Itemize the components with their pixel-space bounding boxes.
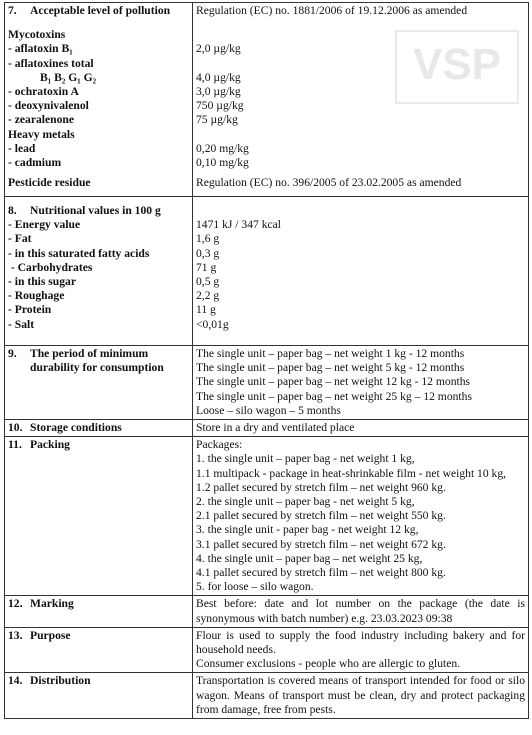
table-row-nutrition [5,197,529,346]
durability-line: The single unit – paper bag – net weight 1 kg - 12 months [196,347,465,360]
durability-label-cell [5,346,193,420]
zearalenone-label: - zearalenone [8,113,74,127]
nutrition-label: - in this sugar [8,275,76,289]
nutrition-label: - Protein [8,303,52,317]
durability-line: The single unit – paper bag – net weight 25 kg – 12 months [196,389,472,403]
nutrition-value: <0,01g [196,317,229,331]
packing-line: 1. the single unit – paper bag - net weight 1 kg, [196,452,415,466]
zearalenone-value: 75 µg/kg [196,113,238,127]
nutrition-label: - in this saturated fatty acids [8,246,150,260]
nutrition-label: - Roughage [8,289,65,303]
aflatoxin-b1-value: 2,0 µg/kg [196,42,241,56]
nutrition-label: - Salt [8,317,35,331]
purpose-value-cell [193,627,529,673]
packing-line: 2.1 pallet secured by stretch film – net weight 550 kg. [196,509,446,523]
ochratoxin-label: - ochratoxin A [8,85,79,99]
packing-value-cell [193,437,529,596]
nutrition-value-cell [193,197,529,346]
lead-value: 0,20 mg/kg [196,141,249,155]
storage-value: Store in a dry and ventilated place [196,421,355,435]
lead-label: - lead [8,141,36,155]
ochratoxin-value: 3,0 µg/kg [196,85,241,99]
section-number: 8. [8,204,17,217]
section-number: 7. [8,4,17,17]
packing-label-cell [5,437,193,596]
table-row-storage [5,420,529,437]
table-row-pollution [5,3,529,197]
distribution-value-cell: Transportation is covered means of transport intended for food or silo wagon. Means of transport must be clean, dry and protect packaging from damage, free from pests. [193,673,529,719]
packing-line: 2. the single unit – paper bag - net weight 5 kg, [196,495,415,509]
marking-value-cell: Best before: date and lot number on the package (the date is synonymous with batch number) e.g. 23.03.2023 09:38 [193,596,529,627]
packing-line: 4.1 pallet secured by stretch film – net weight 800 kg. [196,566,446,580]
packing-line: 3. the single unit - paper bag - net weight 12 kg, [196,523,419,537]
heavy-metals-heading: Heavy metals [8,127,75,141]
nutrition-value: 11 g [196,303,216,317]
purpose-text: Flour is used to supply the food industry including bakery and for household needs. [196,628,525,657]
table-row-marking [5,596,529,627]
packing-line: 1.2 pallet secured by stretch film – net weight 960 kg. [196,480,446,494]
durability-line: Loose – silo wagon – 5 months [196,403,341,417]
aflatoxin-b1-label: - aflatoxin B₁ [8,42,73,56]
storage-label-cell [5,420,193,437]
section-title-continued: durability for consumption [30,361,164,375]
cadmium-label: - cadmium [8,156,62,170]
nutrition-value: 1471 kJ / 347 kcal [196,218,282,232]
section-title: Purpose [30,628,71,642]
packing-line: 3.1 pallet secured by stretch film – net weight 672 kg. [196,537,446,551]
nutrition-label: - Fat [8,232,32,246]
pesticide-label: Pesticide residue [8,176,91,190]
nutrition-value: 1,6 g [196,232,220,246]
table-row-purpose [5,627,529,673]
section-title: Storage conditions [30,421,122,435]
section-title: Nutritional values in 100 g [30,204,161,217]
section-title: Packing [30,438,70,452]
nutrition-value: 71 g [196,260,217,274]
cadmium-value: 0,10 mg/kg [196,156,249,170]
section-number: 14. [8,674,23,688]
table-row-packing [5,437,529,596]
storage-value-cell [193,420,529,437]
section-title: Marking [30,597,74,611]
section-number: 12. [8,597,23,611]
durability-line: The single unit – paper bag – net weight 5 kg - 12 months [196,361,465,375]
distribution-label-cell [5,673,193,719]
table-row-distribution [5,673,529,719]
table-row-durability [5,346,529,420]
pesticide-value: Regulation (EC) no. 396/2005 of 23.02.2005 as amended [196,176,462,190]
regulation-1881: Regulation (EC) no. 1881/2006 of 19.12.2006 as amended [196,4,468,17]
deoxynivalenol-value: 750 µg/kg [196,99,244,113]
marking-label-cell [5,596,193,627]
durability-line: The single unit – paper bag – net weight 12 kg - 12 months [196,375,471,389]
section-number: 11. [8,438,22,452]
section-title: Acceptable level of pollution [30,4,171,17]
aflatoxines-total-label: - aflatoxines total [8,56,94,70]
packing-line: 5. for loose – silo wagon. [196,580,314,594]
purpose-label-cell [5,627,193,673]
section-title: Distribution [30,674,91,688]
pollution-label-cell [5,3,193,197]
section-title: The period of minimum [30,347,149,360]
nutrition-label: - Carbohydrates [8,260,93,274]
section-number: 13. [8,628,23,642]
aflatoxines-types-label: B₁ B₂ G₁ G₂ [40,70,97,84]
section-number: 9. [8,347,17,360]
consumer-exclusions: Consumer exclusions - people who are allergic to gluten. [196,657,461,671]
nutrition-value: 2,2 g [196,289,220,303]
packing-line: 4. the single unit – paper bag – net weight 25 kg, [196,551,423,565]
deoxynivalenol-label: - deoxynivalenol [8,99,89,113]
faded-stamp-watermark: VSP [395,30,519,104]
durability-value-cell [193,346,529,420]
specification-table [4,2,529,719]
nutrition-value: 0,5 g [196,275,220,289]
nutrition-label: - Energy value [8,218,81,232]
section-number: 10. [8,421,23,435]
aflatoxines-total-value: 4,0 µg/kg [196,70,241,84]
pollution-value-cell [193,3,529,197]
mycotoxins-heading: Mycotoxins [8,28,66,42]
packing-line: 1.1 multipack - package in heat-shrinkable film - net weight 10 kg, [196,466,507,480]
nutrition-value: 0,3 g [196,246,220,260]
packing-line: Packages: [196,438,243,452]
nutrition-label-cell [5,197,193,346]
